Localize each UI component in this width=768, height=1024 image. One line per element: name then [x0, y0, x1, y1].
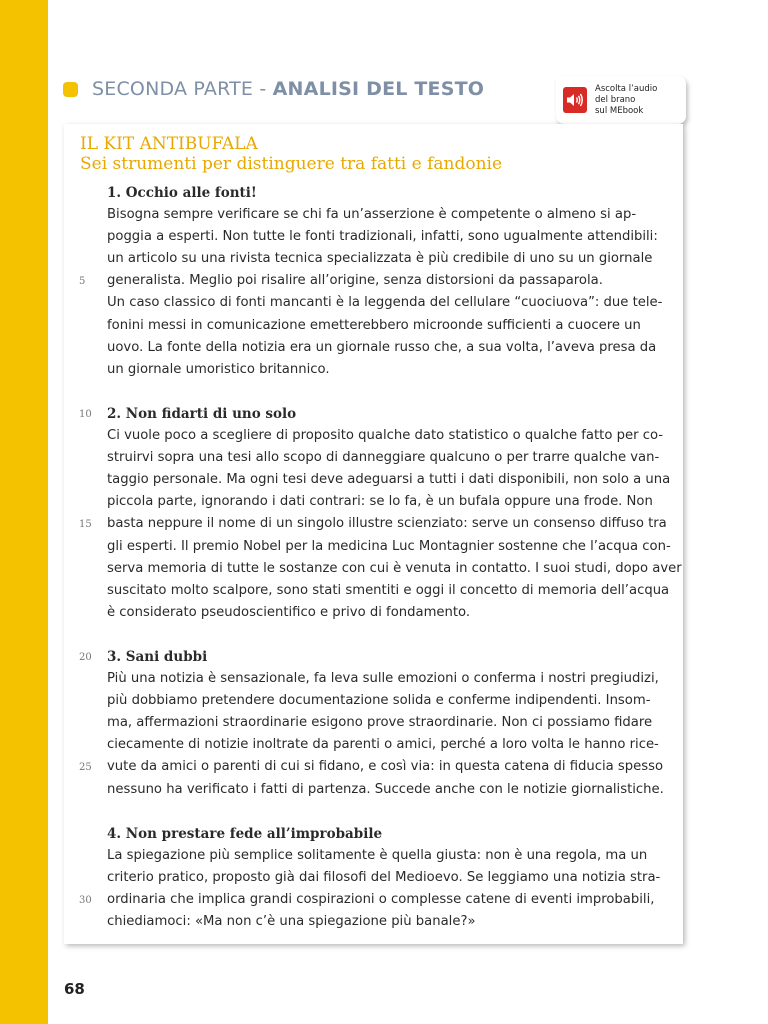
line-text: struirvi sopra una tesi allo scopo di danneggiare qualcuno o per trarre qualche van- — [107, 450, 660, 466]
line-number: 25 — [79, 762, 92, 774]
text-line — [64, 338, 683, 360]
text-line — [64, 581, 683, 603]
line-text: vute da amici o parenti di cui si fidano, e così via: in questa catena di fiducia spesso — [107, 759, 664, 775]
text-line — [64, 514, 683, 536]
text-line — [64, 780, 683, 802]
line-text: un giornale umoristico britannico. — [107, 361, 330, 377]
text-line — [64, 735, 683, 757]
line-text: Un caso classico di fonti mancanti è la leggenda del cellulare “cuociuova”: due tele- — [107, 295, 663, 311]
text-line — [64, 846, 683, 868]
line-text: Bisogna sempre verificare se chi fa un’asserzione è competente o almeno si ap- — [107, 207, 637, 223]
section-heading — [64, 404, 683, 426]
section-label: ANALISI DEL TESTO — [272, 78, 485, 100]
article-title: IL KIT ANTIBUFALA — [80, 134, 258, 154]
line-text: più dobbiamo pretendere documentazione solida e conferme indipendenti. Insom- — [107, 693, 651, 709]
line-text: taggio personale. Ma ogni tesi deve adeguarsi a tutti i dati disponibili, non solo a una — [107, 472, 671, 488]
paragraph-gap — [64, 625, 683, 647]
heading-text: 2. Non fidarti di uno solo — [107, 405, 297, 422]
text-line — [64, 757, 683, 779]
text-line — [64, 470, 683, 492]
speaker-icon — [563, 87, 587, 113]
line-text: gli esperti. Il premio Nobel per la medicina Luc Montagnier sostenne che l’acqua con- — [107, 538, 671, 554]
text-line — [64, 227, 683, 249]
line-text: suscitato molto scalpore, sono stati smentiti e oggi il concetto di memoria dell’acqua — [107, 582, 670, 598]
line-text: Più una notizia è sensazionale, fa leva sulle emozioni o conferma i nostri pregiudizi, — [107, 671, 659, 687]
line-text: chiediamoci: «Ma non c’è una spiegazione più banale?» — [107, 914, 476, 930]
line-text: basta neppure il nome di un singolo illustre scienziato: serve un consenso diffuso tra — [107, 516, 667, 532]
line-text: Ci vuole poco a scegliere di proposito qualche dato statistico o qualche fatto per co- — [107, 428, 664, 444]
line-text: La spiegazione più semplice solitamente è quella giusta: non è una regola, ma un — [107, 847, 648, 863]
page-number: 68 — [64, 980, 85, 998]
article-body — [64, 183, 683, 934]
line-number: 10 — [79, 408, 92, 420]
header-bullet-icon — [63, 82, 78, 97]
text-line — [64, 669, 683, 691]
text-line — [64, 559, 683, 581]
text-line — [64, 316, 683, 338]
listen-audio-button[interactable] — [556, 76, 686, 124]
heading-text: 3. Sani dubbi — [107, 648, 208, 665]
heading-text: 4. Non prestare fede all’improbabile — [107, 825, 383, 842]
text-line — [64, 360, 683, 382]
text-line — [64, 205, 683, 227]
text-line — [64, 603, 683, 625]
text-line — [64, 293, 683, 315]
text-line — [64, 249, 683, 271]
line-text: nessuno ha verificato i fatti di partenza. Succede anche con le notizie giornalistiche. — [107, 781, 664, 797]
line-number: 30 — [79, 895, 92, 906]
line-number: 20 — [79, 651, 92, 663]
line-text: è considerato pseudoscientifico e privo di fondamento. — [107, 604, 471, 620]
line-text: serva memoria di tutte le sostanze con cui è venuta in contatto. I suoi studi, dopo aver — [107, 560, 682, 576]
line-number: 15 — [79, 519, 92, 531]
line-text: piccola parte, ignorando i dati contrari: se lo fa, è un bufala oppure una frode. Non — [107, 494, 653, 510]
text-line — [64, 271, 683, 293]
line-text: ordinaria che implica grandi cospirazioni o complesse catene di eventi improbabili, — [107, 892, 655, 907]
paragraph-gap — [64, 382, 683, 404]
line-text: fonini messi in comunicazione emetterebbero microonde sufficienti a cuocere un — [107, 317, 641, 333]
text-line — [64, 691, 683, 713]
line-text: uovo. La fonte della notizia era un giornale russo che, a sua volta, l’aveva presa da — [107, 339, 657, 355]
heading-text: 1. Occhio alle fonti! — [107, 185, 257, 201]
section-heading — [64, 824, 683, 846]
section-header — [63, 76, 484, 102]
paragraph-gap — [64, 802, 683, 824]
audio-label: Ascolta l’audio del brano sul MEbook — [595, 83, 658, 116]
line-number: 5 — [79, 276, 86, 288]
yellow-margin-band — [0, 0, 48, 1024]
part-label: SECONDA PARTE — [92, 78, 254, 100]
text-line — [64, 426, 683, 448]
header-separator: - — [253, 78, 273, 100]
text-line — [64, 448, 683, 470]
article-subtitle: Sei strumenti per distinguere tra fatti e fandonie — [80, 154, 503, 174]
line-text: un articolo su una rivista tecnica specializzata è più credibile di uno su un giornale — [107, 251, 653, 267]
line-text: criterio pratico, proposto già dai filosofi del Medioevo. Se leggiamo una notizia stra- — [107, 869, 661, 885]
line-text: poggia a esperti. Non tutte le fonti tradizionali, infatti, sono ugualmente attendibili: — [107, 229, 658, 245]
section-heading — [64, 183, 683, 205]
line-text: generalista. Meglio poi risalire all’origine, senza distorsioni da passaparola. — [107, 273, 603, 289]
text-line — [64, 912, 683, 934]
line-text: ciecamente di notizie inoltrate da parenti o amici, perché a loro volta le hanno rice- — [107, 737, 659, 753]
text-line — [64, 492, 683, 514]
text-line — [64, 868, 683, 890]
line-text: ma, affermazioni straordinarie esigono prove straordinarie. Non ci possiamo fidare — [107, 715, 653, 731]
text-line — [64, 713, 683, 735]
section-heading — [64, 647, 683, 669]
text-line — [64, 890, 683, 912]
text-line — [64, 537, 683, 559]
article-card — [64, 124, 683, 944]
